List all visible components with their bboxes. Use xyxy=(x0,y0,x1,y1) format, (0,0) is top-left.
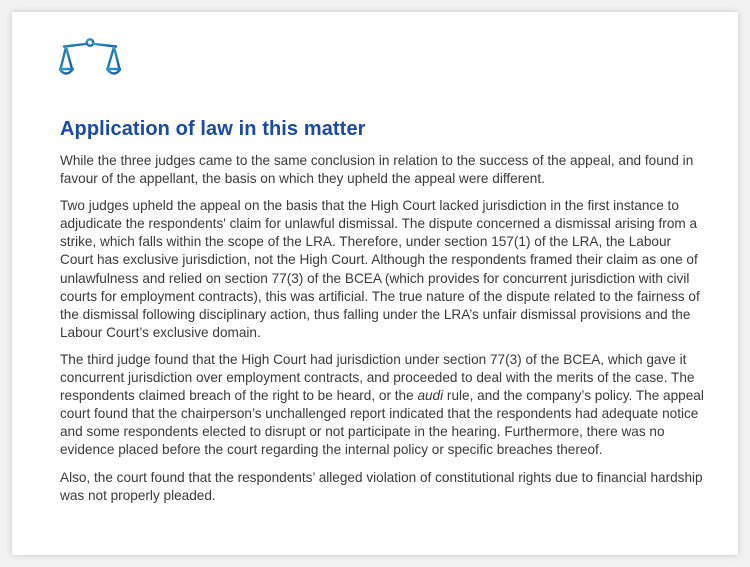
paragraph-3-part-2: rule, and the company’s policy. The appeal court found that the chairperson’s unchallenged report indicated that the respondents had adequate notice and some respondents elected to disrupt or not participate in the hearing. Furthermore, there was no evidence placed before the court regarding the internal policy or specific breaches thereof. xyxy=(60,388,704,458)
audi-emphasis: audi xyxy=(417,388,444,404)
document-card xyxy=(12,12,738,555)
section-title: Application of law in this matter xyxy=(60,118,366,140)
paragraph-3-part-1: The third judge found that the High Court had jurisdiction under section 77(3) of the BCEA, which gave it concurrent jurisdiction over employment contracts, and proceeded to deal with the merits of the case. The respondents claimed breach of the right to be heard, or the xyxy=(60,351,695,404)
scales-of-justice-icon xyxy=(59,36,121,98)
paragraph-3 xyxy=(60,351,704,460)
paragraph-4: Also, the court found that the respondents’ alleged violation of constitutional rights due to financial hardship was not properly pleaded. xyxy=(60,469,703,503)
paragraph-1: While the three judges came to the same conclusion in relation to the success of the appeal, and found in favour of the appellant, the basis on which they upheld the appeal were different. xyxy=(60,153,694,187)
body-text xyxy=(60,152,704,514)
paragraph-2: Two judges upheld the appeal on the basis that the High Court lacked jurisdiction in the first instance to adjudicate the respondents' claim for unlawful dismissal. The dispute concerned a dismissal arising from a strike, which falls within the scope of the LRA. Therefore, under section 157(1) of the LRA, the Labour Court has exclusive jurisdiction, not the High Court. Although the respondents framed their claim as one of unlawfulness and relied on section 77(3) of the BCEA (which provides for concurrent jurisdiction with civil courts for employment contracts), this was artificial. The true nature of the dispute related to the fairness of the dismissal following disciplinary action, thus falling under the LRA’s unfair dismissal provisions and the Labour Court’s exclusive domain. xyxy=(60,198,700,340)
